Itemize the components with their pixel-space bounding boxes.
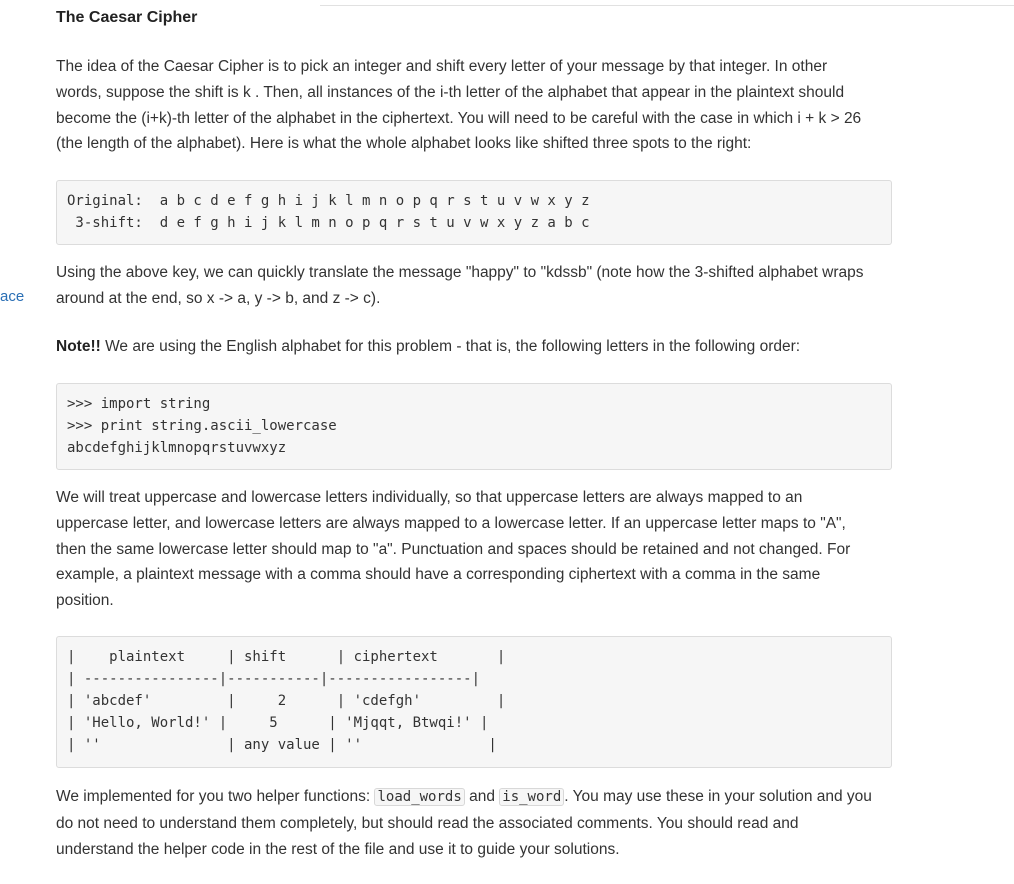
text-segment: and xyxy=(464,788,500,805)
text-line: We will treat uppercase and lowercase letters individually, so that uppercase letters are always mapped to an xyxy=(56,489,803,506)
code-line: | plaintext | shift | ciphertext | xyxy=(67,649,506,665)
helpers-paragraph xyxy=(56,784,894,862)
python-code-block xyxy=(56,383,892,470)
code-line: | ----------------|-----------|-----------------| xyxy=(67,671,481,687)
text-segment: . You may use these in your solution and you xyxy=(564,788,872,805)
text-line: words, suppose the shift is k . Then, all instances of the i-th letter of the alphabet that appear in the plaintext should xyxy=(56,83,845,101)
note-text: We are using the English alphabet for this problem - that is, the following letters in the following order: xyxy=(100,338,801,355)
inline-code-is-word: is_word xyxy=(499,788,564,806)
text-line: understand the helper code in the rest of the file and use it to guide your solutions. xyxy=(56,840,620,858)
text-line: example, a plaintext message with a comma should have a corresponding ciphertext with a comma in the same xyxy=(56,566,821,584)
text-line: The idea of the Caesar Cipher is to pick an integer and shift every letter of your message by that integer. In other xyxy=(56,58,828,75)
code-line: | 'abcdef' | 2 | 'cdefgh' | xyxy=(67,693,506,709)
examples-table-code-block xyxy=(56,636,892,768)
text-line: become the (i+k)-th letter of the alphabet in the ciphertext. You will need to be careful with the case in which i + k > 26 xyxy=(56,109,862,127)
code-line: Original: a b c d e f g h i j k l m n o p q r s t u v w x y z xyxy=(67,193,590,209)
code-line: >>> print string.ascii_lowercase xyxy=(67,418,337,434)
text-segment: We implemented for you two helper functions: xyxy=(56,788,375,805)
code-line: >>> import string xyxy=(67,396,211,412)
intro-paragraph xyxy=(56,54,894,157)
code-line: | 'Hello, World!' | 5 | 'Mjqqt, Btwqi!' | xyxy=(67,715,489,731)
sidebar-link-fragment[interactable]: ace xyxy=(0,288,25,305)
inline-code-load-words: load_words xyxy=(374,788,464,806)
text-line: position. xyxy=(56,592,114,610)
code-line: | '' | any value | '' | xyxy=(67,737,497,753)
section-title: The Caesar Cipher xyxy=(56,9,198,26)
example-paragraph xyxy=(56,260,894,312)
text-line: then the same lowercase letter should map to "a". Punctuation and spaces should be retained and not changed. For xyxy=(56,540,851,558)
text-line: uppercase letter, and lowercase letters are always mapped to a lowercase letter. If an uppercase letter maps to "A", xyxy=(56,514,846,532)
code-line: abcdefghijklmnopqrstuvwxyz xyxy=(67,440,287,456)
text-line: do not need to understand them completely, but should read the associated comments. You should read and xyxy=(56,814,799,832)
note-label: Note!! xyxy=(56,338,101,355)
text-line: Using the above key, we can quickly translate the message "happy" to "kdssb" (note how the 3-shifted alphabet wraps xyxy=(56,264,864,281)
text-line: around at the end, so x -> a, y -> b, and z -> c). xyxy=(56,289,381,307)
code-line: 3-shift: d e f g h i j k l m n o p q r s t u v w x y z a b c xyxy=(67,215,590,231)
alphabet-shift-code-block xyxy=(56,180,892,245)
top-divider xyxy=(320,5,1014,6)
text-line xyxy=(56,784,894,811)
text-line: (the length of the alphabet). Here is what the whole alphabet looks like shifted three spots to the right: xyxy=(56,135,752,153)
note-paragraph xyxy=(56,334,894,360)
case-handling-paragraph xyxy=(56,485,894,614)
